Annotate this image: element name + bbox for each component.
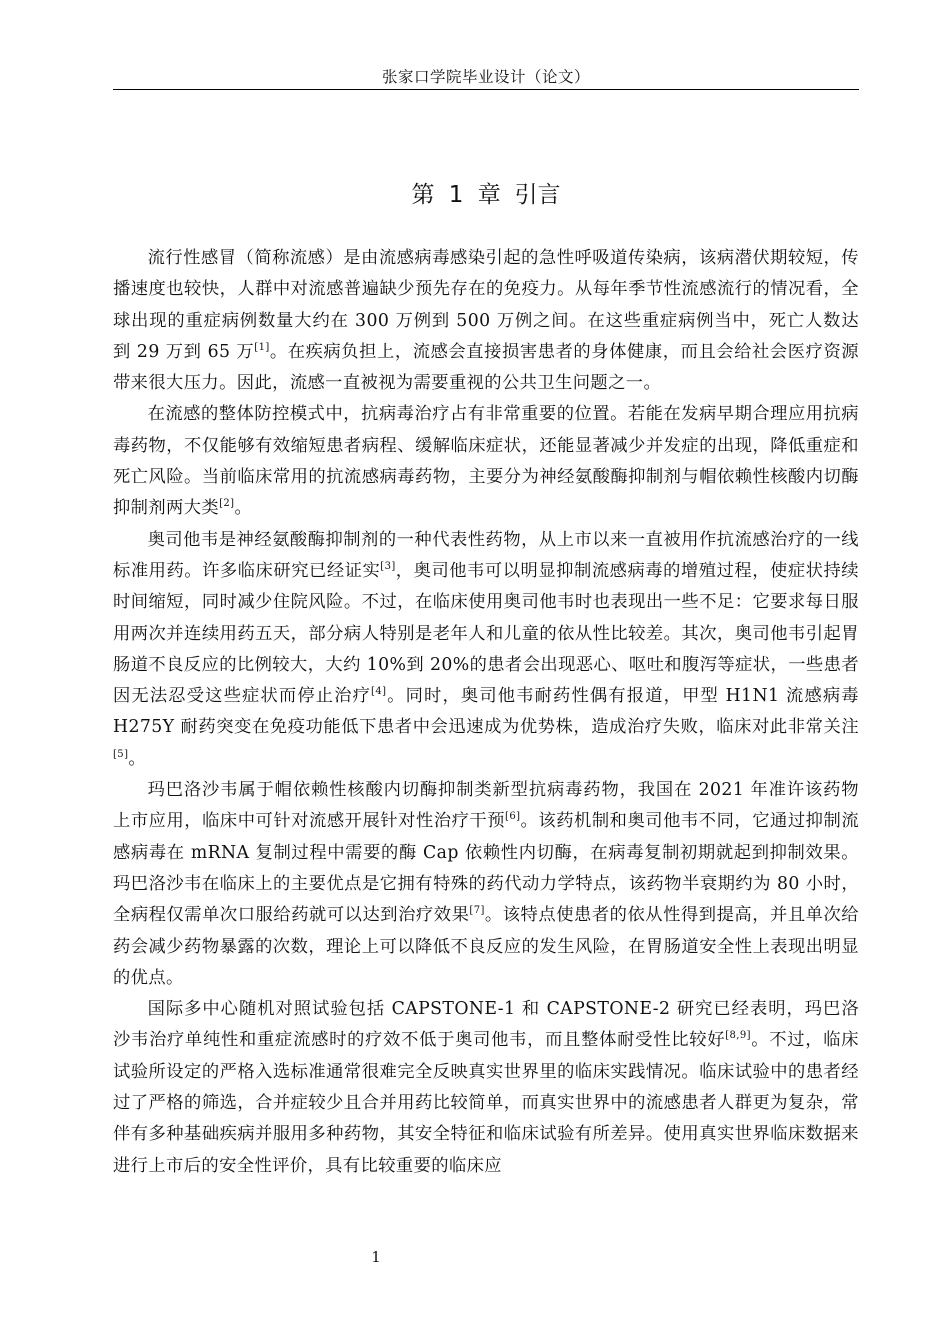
paragraph-text: 。 bbox=[234, 498, 253, 519]
body-text bbox=[113, 243, 859, 1182]
paragraph-text: 奥司他韦是神经氨酸酶抑制剂的一种代表性药物，从上市以来一直被用作抗流感治疗的一线标准用药。许多临床研究已经证实 bbox=[113, 529, 859, 581]
citation-marker: [6] bbox=[505, 811, 521, 823]
paragraph-text: ，奥司他韦可以明显抑制流感病毒的增殖过程，使症状持续时间缩短，同时减少住院风险。不过，在临床使用奥司他韦时也表现出一些不足：它要求每日服用两次并连续用药五天，部分病人特别是老年人和儿童的依从性比较差。其次，奥司他韦引起胃肠道不良反应的比例较大，大约 10%到 20%的患者会出现恶心、呕吐和腹泻等症状，一些患者因无法忍受这些症状而停止治疗 bbox=[113, 560, 859, 707]
chapter-title bbox=[113, 178, 859, 212]
paragraph-text: 。该特点使患者的依从性得到提高，并且单次给药会减少药物暴露的次数，理论上可以降低不良反应的发生风险，在胃肠道安全性上表现出明显的优点。 bbox=[113, 905, 859, 988]
paragraph-text: 国际多中心随机对照试验包括 CAPSTONE-1 和 CAPSTONE-2 研究已经表明，玛巴洛沙韦治疗单纯性和重症流感时的疗效不低于奥司他韦，而且整体耐受性比较好 bbox=[113, 999, 859, 1051]
paragraph-text: 。 bbox=[128, 748, 147, 769]
paragraph bbox=[113, 775, 859, 994]
chapter-number: 第 1 章 bbox=[411, 182, 502, 208]
paragraph-text: 。同时，奥司他韦耐药性偶有报道，甲型 H1N1 流感病毒 H275Y 耐药突变在免疫功能低下患者中会迅速成为优势株，造成治疗失败，临床对此非常关注 bbox=[113, 686, 859, 738]
paragraph bbox=[113, 994, 859, 1182]
citation-marker: [1] bbox=[254, 341, 270, 353]
citation-marker: [4] bbox=[371, 686, 387, 698]
paragraph bbox=[113, 525, 859, 775]
header-rule bbox=[113, 89, 859, 90]
citation-marker: [3] bbox=[380, 560, 396, 572]
paragraph-text: 流行性感冒（简称流感）是由流感病毒感染引起的急性呼吸道传染病，该病潜伏期较短，传播速度也较快，人群中对流感普遍缺少预先存在的免疫力。从每年季节性流感流行的情况看，全球出现的重症病例数量大约在 300 万例到 500 万例之间。在这些重症病例当中，死亡人数达到 29 万到 65 万 bbox=[113, 248, 859, 362]
running-header: 张家口学院毕业设计（论文） bbox=[381, 68, 590, 86]
paragraph-text: 玛巴洛沙韦属于帽依赖性核酸内切酶抑制类新型抗病毒药物，我国在 2021 年准许该药物上市应用，临床中可针对流感开展针对性治疗干预 bbox=[113, 780, 859, 832]
paragraph-text: 。该药机制和奥司他韦不同，它通过抑制流感病毒在 mRNA 复制过程中需要的酶 Cap 依赖性内切酶，在病毒复制初期就起到抑制效果。玛巴洛沙韦在临床上的主要优点是它拥有特殊的药代动力学特点，该药物半衰期约为 80 小时，全病程仅需单次口服给药就可以达到治疗效果 bbox=[113, 811, 859, 926]
chapter-title-text: 引言 bbox=[514, 182, 561, 208]
citation-marker: [7] bbox=[469, 905, 485, 917]
paragraph-text: 。不过，临床试验所设定的严格入选标准通常很难完全反映真实世界里的临床实践情况。临床试验中的患者经过了严格的筛选，合并症较少且合并用药比较简单，而真实世界中的流感患者人群更为复杂，常伴有多种基础疾病并服用多种药物，其安全特征和临床试验有所差异。使用真实世界临床数据来进行上市后的安全性评价，具有比较重要的临床应 bbox=[113, 1030, 859, 1176]
page-number: 1 bbox=[371, 1248, 381, 1266]
citation-marker: [8,9] bbox=[725, 1030, 751, 1042]
paragraph-text: 在流感的整体防控模式中，抗病毒治疗占有非常重要的位置。若能在发病早期合理应用抗病毒药物，不仅能够有效缩短患者病程、缓解临床症状，还能显著减少并发症的出现，降低重症和死亡风险。当前临床常用的抗流感病毒药物，主要分为神经氨酸酶抑制剂与帽依赖性核酸内切酶抑制剂两大类 bbox=[113, 404, 859, 519]
paragraph bbox=[113, 243, 859, 399]
paragraph bbox=[113, 399, 859, 524]
citation-marker: [2] bbox=[219, 498, 235, 510]
paragraph-text: 。在疾病负担上，流感会直接损害患者的身体健康，而且会给社会医疗资源带来很大压力。因此，流感一直被视为需要重视的公共卫生问题之一。 bbox=[113, 341, 859, 394]
citation-marker: [5] bbox=[113, 748, 129, 760]
